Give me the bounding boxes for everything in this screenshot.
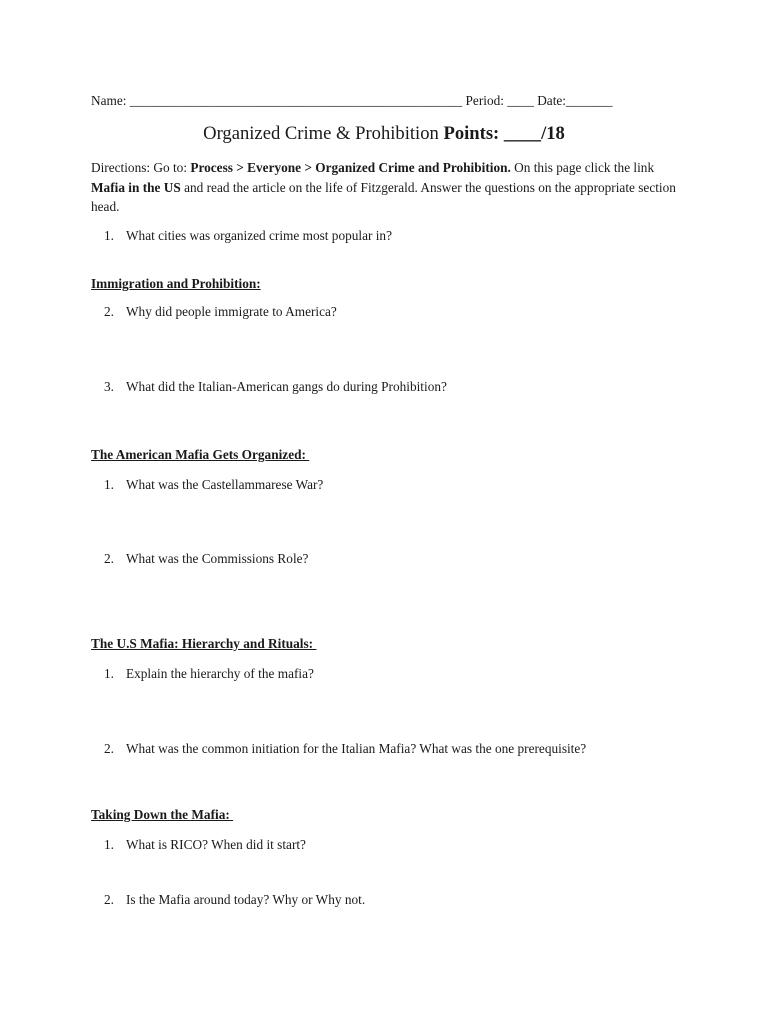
- question-item: [91, 304, 337, 320]
- question-text: What was the common initiation for the Italian Mafia? What was the one prerequisite?: [126, 741, 587, 756]
- section-heading: Immigration and Prohibition:: [91, 276, 261, 291]
- directions-tail: and read the article on the life of Fitzgerald. Answer the questions on the appropriate section head.: [91, 179, 676, 214]
- date-label: Date:: [537, 93, 566, 108]
- name-label: Name:: [91, 93, 127, 108]
- question-text: What was the Commissions Role?: [126, 551, 309, 566]
- directions-lead: Directions: Go to:: [91, 160, 191, 175]
- question-number: 2.: [104, 304, 114, 319]
- question-item: [91, 741, 586, 757]
- question-text: Is the Mafia around today? Why or Why not.: [126, 892, 366, 907]
- directions-paragraph: [91, 158, 686, 217]
- question-text: What cities was organized crime most popular in?: [126, 228, 392, 243]
- page-title: [0, 123, 768, 145]
- question-item: [91, 228, 392, 244]
- question-number: 1.: [104, 228, 114, 243]
- question-item: [91, 837, 306, 853]
- question-text: What was the Castellammarese War?: [126, 477, 324, 492]
- question-item: [91, 379, 447, 395]
- question-text: Why did people immigrate to America?: [126, 304, 337, 319]
- question-number: 2.: [104, 892, 114, 907]
- section-heading: The American Mafia Gets Organized:: [91, 447, 310, 462]
- header-line: [91, 93, 691, 109]
- question-item: [91, 666, 314, 682]
- question-number: 1.: [104, 837, 114, 852]
- question-text: What did the Italian-American gangs do during Prohibition?: [126, 379, 447, 394]
- directions-link-name: Mafia in the US: [91, 179, 181, 195]
- period-label: Period:: [465, 93, 504, 108]
- question-item: [91, 892, 365, 908]
- date-blank: _______: [566, 93, 613, 108]
- question-number: 2.: [104, 551, 114, 566]
- points-blank: ____: [503, 123, 542, 144]
- question-text: What is RICO? When did it start?: [126, 837, 306, 852]
- directions-path: Process > Everyone > Organized Crime and Prohibition.: [190, 160, 511, 175]
- points-total: /18: [541, 123, 565, 144]
- name-blank: __________________________________________________: [129, 93, 463, 108]
- question-item: [91, 477, 323, 493]
- directions-middle: On this page click the link: [510, 160, 655, 175]
- period-blank: ____: [507, 93, 534, 108]
- section-heading: The U.S Mafia: Hierarchy and Rituals:: [91, 636, 317, 651]
- question-text: Explain the hierarchy of the mafia?: [126, 666, 314, 681]
- question-number: 1.: [104, 666, 114, 681]
- section-heading: Taking Down the Mafia:: [91, 807, 234, 822]
- question-number: 2.: [104, 741, 114, 756]
- title-main: Organized Crime & Prohibition: [203, 123, 439, 144]
- question-item: [91, 551, 308, 567]
- question-number: 3.: [104, 379, 114, 394]
- question-number: 1.: [104, 477, 114, 492]
- points-label: Points:: [443, 123, 500, 144]
